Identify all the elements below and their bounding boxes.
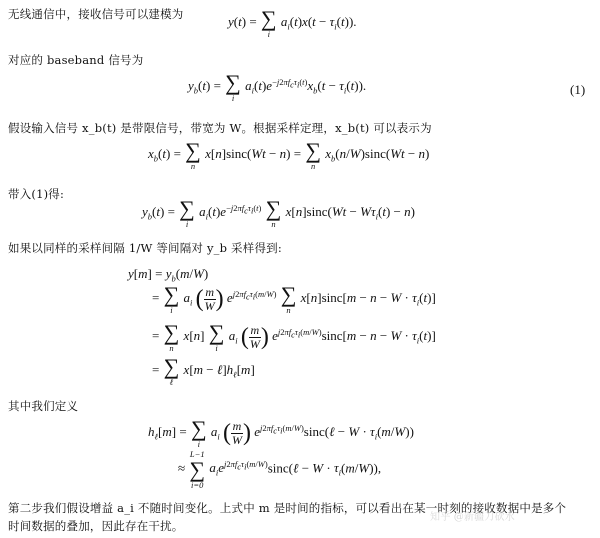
final-text-line-2: 时间数据的叠加，因此存在干扰。	[8, 519, 184, 533]
equation-y: y(t) = ∑ i $a_i(t)x(t - \tau_i(t))$.	[228, 6, 357, 39]
baseband-intro-text: 对应的 baseband 信号为	[8, 53, 144, 67]
equation-h-2: ≈ L−1 ∑ i=0 $a_ie^{j2\pi f_c\tau_i(m/W)}\sin c(\ell - W \cdot \tau_i(m/W))$,	[178, 449, 382, 490]
equation-number: (1)	[570, 82, 586, 97]
equation-h-1: $h_\ell[m]$ = ∑ i $a_i$ ( $\frac{m}{W}$ ) $e^{j2\pi f_c\tau_i(m/W)}\sin c(\ell - W \cdot \tau_i(m/W))$	[148, 416, 414, 449]
sampling-text: 如果以同样的采样间隔 1/W 等间隔对 y_b 采样得到:	[8, 241, 282, 255]
assumption-text: 假设输入信号 x_b(t) 是带限信号，带宽为 W。根据采样定理，x_b(t) 可以表示为	[8, 121, 432, 135]
derivation-line-3: = ∑ n x[n] ∑ i $a_i$ ( $\frac{m}{W}$ ) $e^{j2\pi f_c\tau_i(m/W)}\sin c[m - n - W \cdot \tau_i(t)]$	[152, 320, 436, 353]
equation-yb-substituted: $y_b(t)$ = ∑ i $a_i(t)e^{-j2\pi f_c\tau_i(t)}$ ∑ n $x[n]\sin c(Wt - W\tau_i(t) - n)$	[142, 196, 415, 229]
intro-text: 无线通信中，接收信号可以建模为	[8, 7, 184, 21]
derivation-line-1: $y[m] = y_b(m/W)$	[128, 266, 209, 284]
substitute-text: 带入(1)得:	[8, 187, 65, 201]
derivation-line-2: = ∑ i $a_i$ ( $\frac{m}{W}$ ) $e^{j2\pi f_c\tau_i(m/W)}$ ∑ n $x[n]\sin c[m - n - W \cdot \tau_i(t)]$	[152, 282, 436, 315]
define-text: 其中我们定义	[8, 399, 79, 413]
equation-xb: $x_b(t)$ = ∑ n x[n]sinc(Wt − n) = ∑ n $x_b(n/W)\sin c(Wt - n)$	[148, 138, 430, 171]
watermark: 知乎 @新疆刀砍水	[430, 512, 515, 523]
final-text-line-1: 第二步我们假设增益 a_i 不随时间变化。上式中 m 是时间的指标，可以看出在某一时刻的接收数据中是多个	[8, 501, 567, 515]
derivation-line-4: = ∑ ℓ $x[m - \ell]h_\ell[m]$	[152, 354, 255, 387]
equation-yb: $y_b(t)$ = ∑ i $a_i(t)e^{-j2\pi f_c\tau_i(t)}x_b(t - \tau_i(t))$.	[188, 70, 367, 103]
